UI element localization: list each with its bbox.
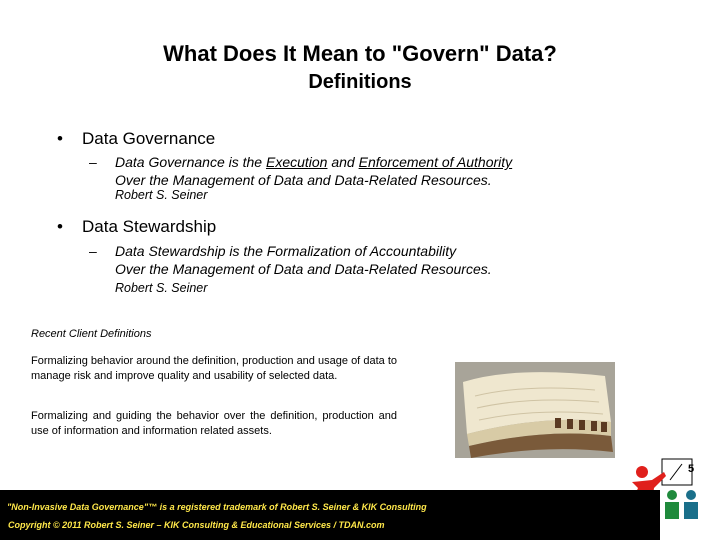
governance-author: Robert S. Seiner	[115, 188, 208, 202]
definition-mid: and	[327, 154, 359, 170]
page-title: What Does It Mean to "Govern" Data?	[163, 41, 557, 66]
definition-execution: Execution	[265, 154, 328, 170]
bullet-icon: •	[57, 129, 63, 148]
definition-line2: Over the Management of Data and Data-Related Resources.	[115, 261, 492, 277]
stewardship-author: Robert S. Seiner	[115, 281, 208, 295]
footer-copyright: Copyright © 2011 Robert S. Seiner – KIK Consulting & Educational Services / TDAN.com	[8, 520, 385, 530]
bullet-icon: •	[57, 217, 63, 236]
recent-definitions-label: Recent Client Definitions	[31, 328, 152, 340]
definition-line2: Over the Management of Data and Data-Related Resources.	[115, 172, 492, 188]
bullet-heading: Data Governance	[82, 129, 216, 148]
definition-enforcement: Enforcement of Authority	[358, 154, 513, 170]
recent-definition-2: Formalizing and guiding the behavior over the definition, production and use of information and information related assets.	[31, 410, 397, 437]
dash-icon: –	[89, 243, 97, 259]
title-block	[0, 40, 720, 96]
open-book-icon	[455, 362, 615, 458]
dash-icon: –	[89, 154, 97, 170]
bullet-heading: Data Stewardship	[82, 217, 217, 236]
page-subtitle: Definitions	[308, 71, 412, 93]
footer-trademark: "Non-Invasive Data Governance"™ is a registered trademark of Robert S. Seiner & KIK Consulting	[7, 502, 427, 512]
page-number: 5	[688, 463, 695, 475]
definition-pre: Data Governance is the	[115, 154, 266, 170]
bullet-data-governance	[57, 128, 215, 150]
bullet-data-stewardship	[57, 216, 216, 238]
footer-bar	[0, 490, 660, 540]
governance-definition	[89, 153, 512, 189]
recent-definition-1: Formalizing behavior around the definition, production and usage of data to manage risk and improve quality and usability of selected data.	[31, 355, 397, 382]
definition-line1: Data Stewardship is the Formalization of Accountability	[115, 243, 457, 259]
stewardship-definition	[89, 242, 492, 278]
